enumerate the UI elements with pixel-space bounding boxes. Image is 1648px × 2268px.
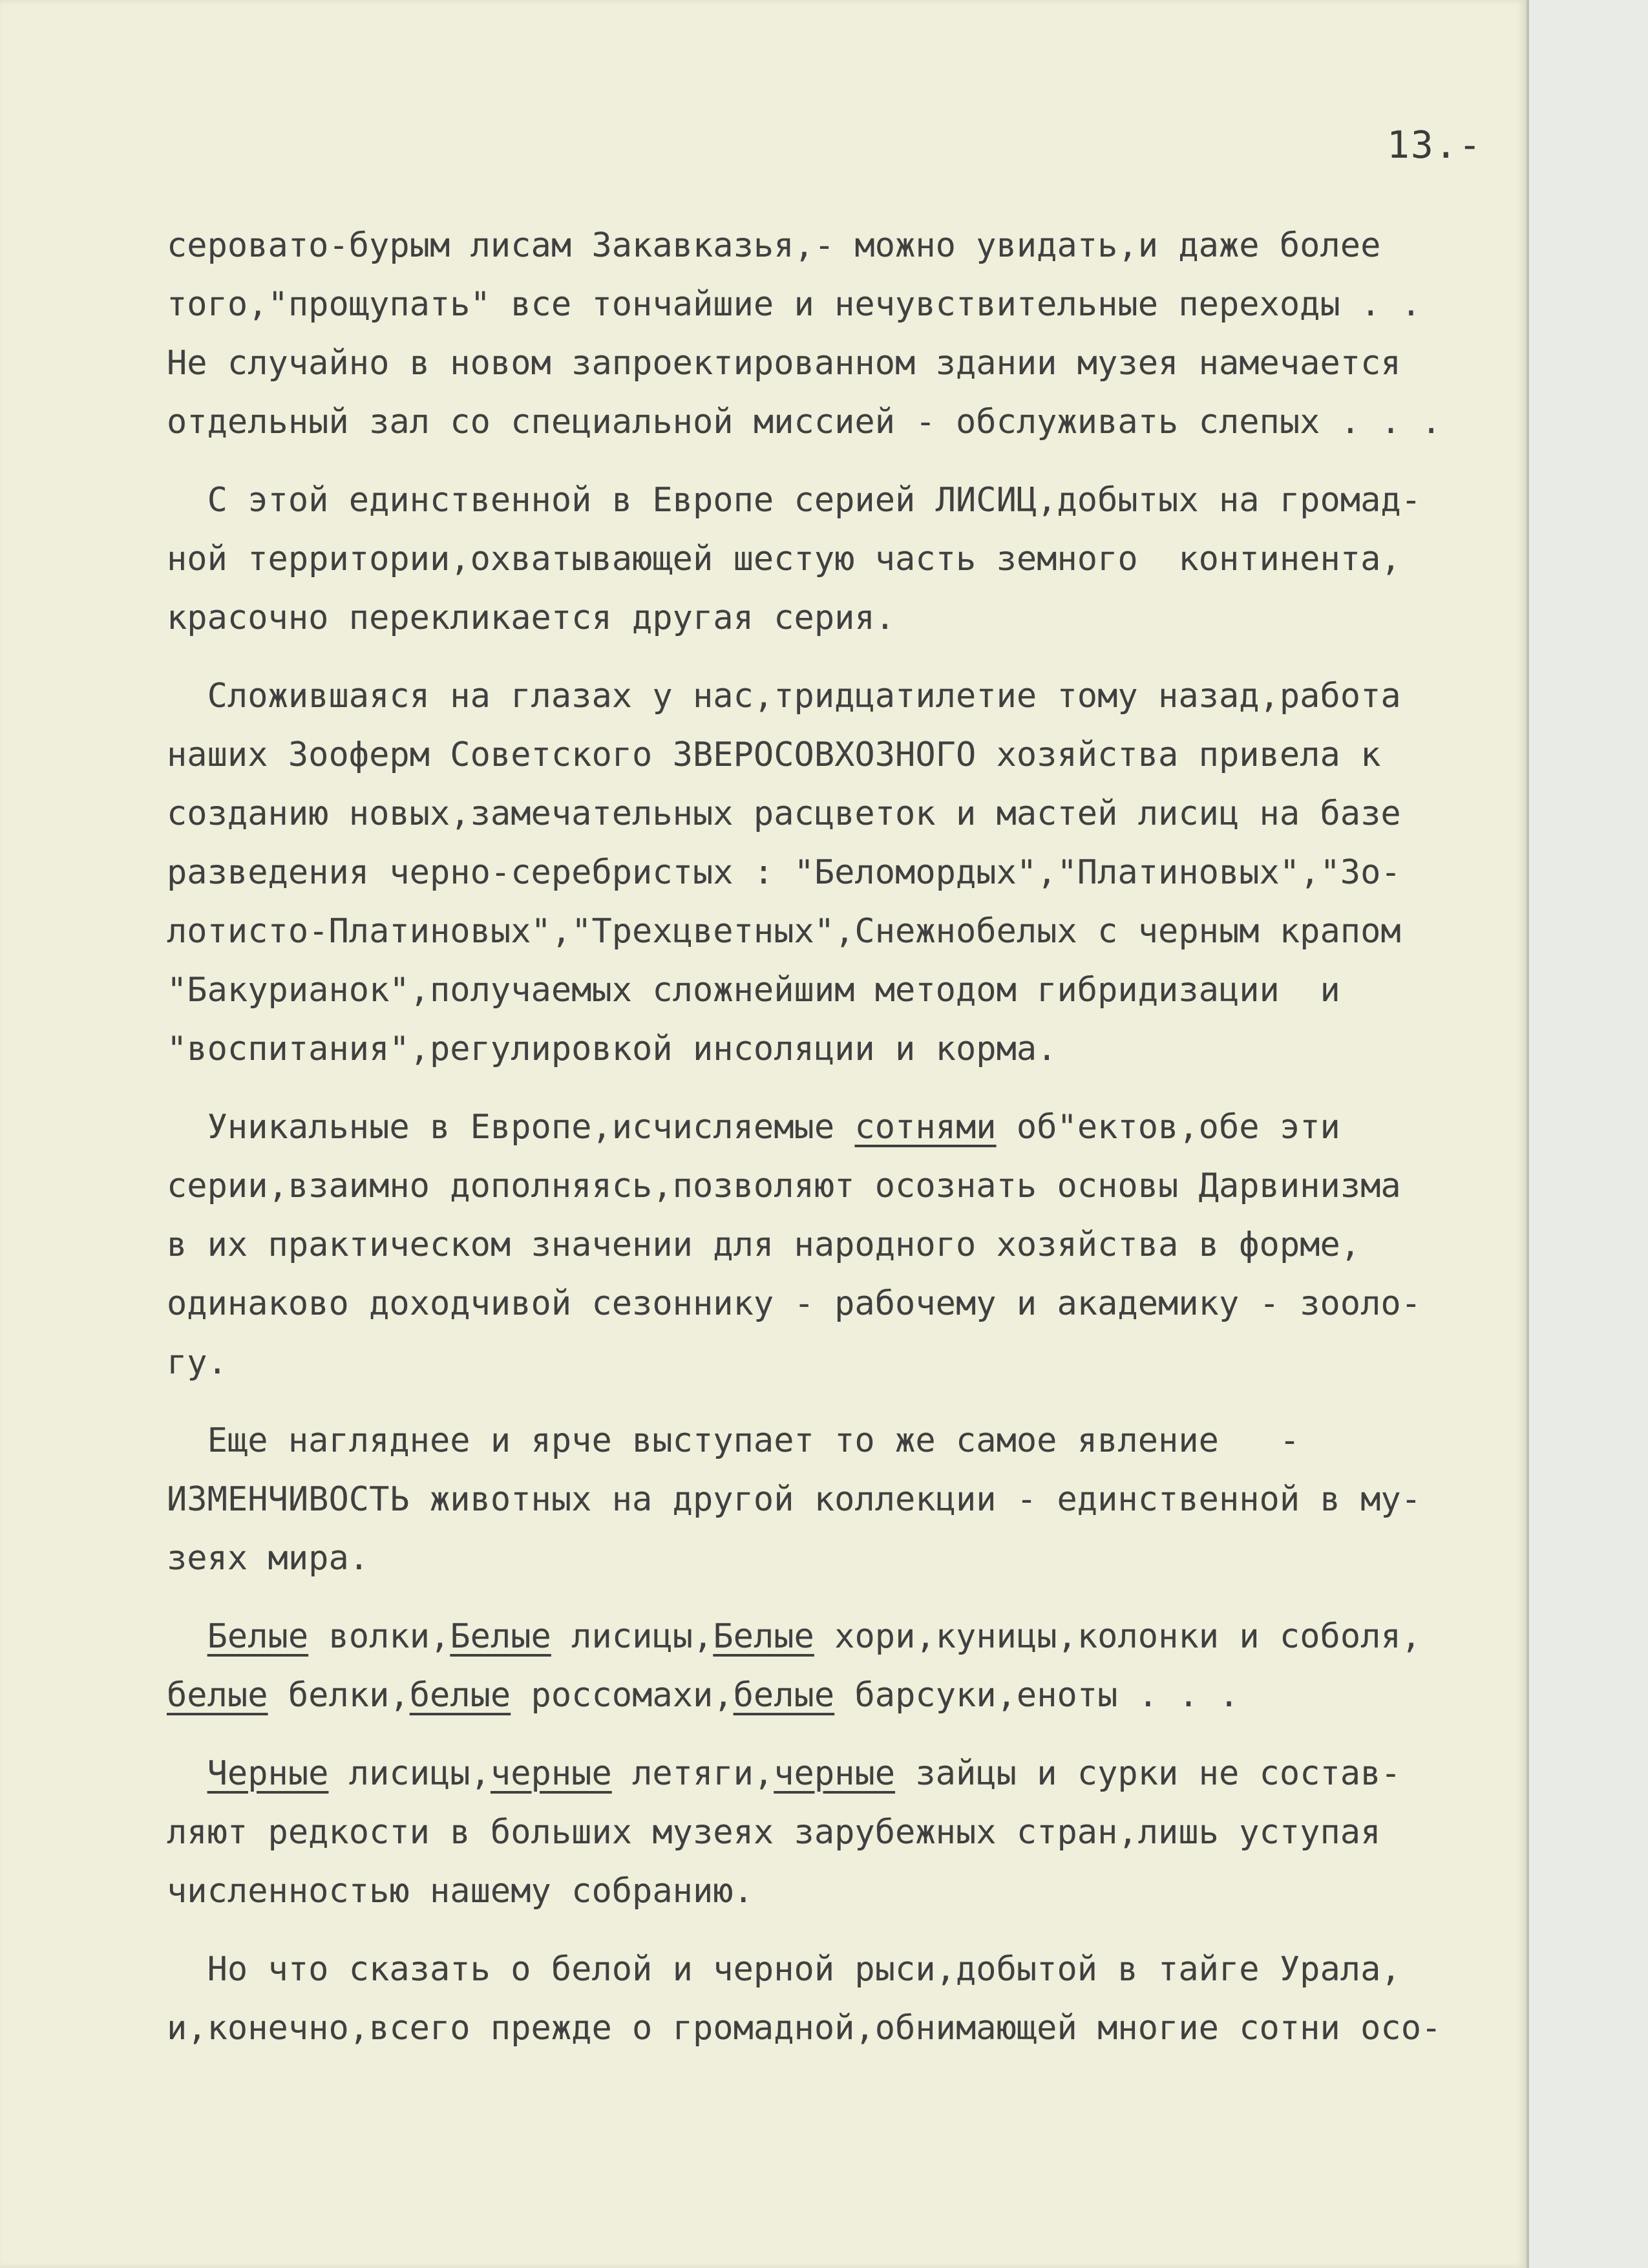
text-line: в их практическом значении для народного хозяйства в форме, (167, 1225, 1361, 1264)
text-line: того,"прощупать" все тончайшие и нечувствительные переходы . . (167, 285, 1422, 324)
text-line: "воспитания",регулировкой инсоляции и корма. (167, 1030, 1057, 1068)
text-line: ляют редкости в больших музеях зарубежных стран,лишь уступая (167, 1813, 1381, 1852)
line-segment: хори,куницы,колонки и соболя, (814, 1617, 1422, 1656)
line-segment: лисицы, (328, 1754, 491, 1793)
underlined-word: черные (490, 1754, 612, 1793)
underlined-word: черные (774, 1754, 896, 1793)
line-segment: россомахи, (511, 1676, 734, 1715)
text-line: и,конечно,всего прежде о громадной,обнимающей многие сотни осо- (167, 2009, 1442, 2048)
text-line: серии,взаимно дополняясь,позволяют осознать основы Дарвинизма (167, 1167, 1401, 1205)
line-segment: летяги, (611, 1754, 774, 1793)
text-line: одинаково доходчивой сезоннику - рабочему и академику - зооло- (167, 1284, 1422, 1323)
page-body (167, 217, 1517, 2058)
text-line: Не случайно в новом запроектированном здании музея намечается (167, 344, 1401, 383)
text-line: наших Зооферм Советского ЗВЕРОСОВХОЗНОГО хозяйства привела к (167, 736, 1381, 774)
text-line (167, 1098, 1517, 1157)
underlined-word: сотнями (854, 1108, 997, 1147)
text-line: ной территории,охватывающей шестую часть земного континента, (167, 540, 1401, 578)
line-segment: , (389, 1676, 410, 1715)
text-line: созданию новых,замечательных расцветок и мастей лисиц на базе (167, 794, 1401, 833)
line-segment: об"ектов,обе эти (996, 1108, 1340, 1147)
line-segment (167, 1754, 207, 1793)
text-line (167, 1607, 1517, 1666)
text-line: С этой единственной в Европе серией ЛИСИЦ,добытых на громад- (167, 481, 1422, 520)
page-number: 13.- (1387, 123, 1483, 167)
text-line: отдельный зал со специальной миссией - обслуживать слепых . . . (167, 403, 1442, 441)
line-segment (167, 1617, 207, 1656)
text-line: Но что сказать о белой и черной рыси,добытой в тайге Урала, (167, 1950, 1401, 1989)
text-line: серовато-бурым лисам Закавказья,- можно увидать,и даже более (167, 226, 1381, 265)
text-line: "Бакурианок",получаемых сложнейшим методом гибридизации и (167, 971, 1340, 1010)
line-segment: лисицы, (551, 1617, 713, 1656)
underlined-word: белые (409, 1676, 511, 1715)
underlined-word: белые (167, 1676, 268, 1715)
text-line: Еще нагляднее и ярче выступает то же самое явление - (167, 1421, 1300, 1460)
text-line: лотисто-Платиновых","Трехцветных",Снежнобелых с черным крапом (167, 912, 1401, 951)
text-line: разведения черно-серебристых : "Беломордых","Платиновых","Зо- (167, 853, 1401, 892)
text-line (167, 1744, 1517, 1803)
text-line: Сложившаяся на глазах у нас,тридцатилетие тому назад,работа (167, 677, 1401, 715)
line-segment: волки, (308, 1617, 450, 1656)
underlined-word: белые (733, 1676, 835, 1715)
text-line: гу. (167, 1343, 227, 1382)
underlined-word: Черные (207, 1754, 329, 1793)
scan-background (1529, 0, 1648, 2268)
underlined-word: Белые (450, 1617, 551, 1656)
text-line: численностью нашему собранию. (167, 1872, 754, 1911)
line-segment: барсуки,еноты . . . (834, 1676, 1240, 1715)
line-segment: Уникальные в Европе,исчисляемые (167, 1108, 855, 1147)
underlined-word: Белые (713, 1617, 814, 1656)
line-segment: зайцы и сурки не состав- (895, 1754, 1401, 1793)
line-segment: белки (268, 1676, 390, 1715)
text-line: зеях мира. (167, 1539, 370, 1578)
text-line: ИЗМЕНЧИВОСТЬ животных на другой коллекции - единственной в му- (167, 1480, 1422, 1519)
text-line (167, 1666, 1517, 1725)
underlined-word: Белые (207, 1617, 309, 1656)
text-line: красочно перекликается другая серия. (167, 599, 896, 637)
